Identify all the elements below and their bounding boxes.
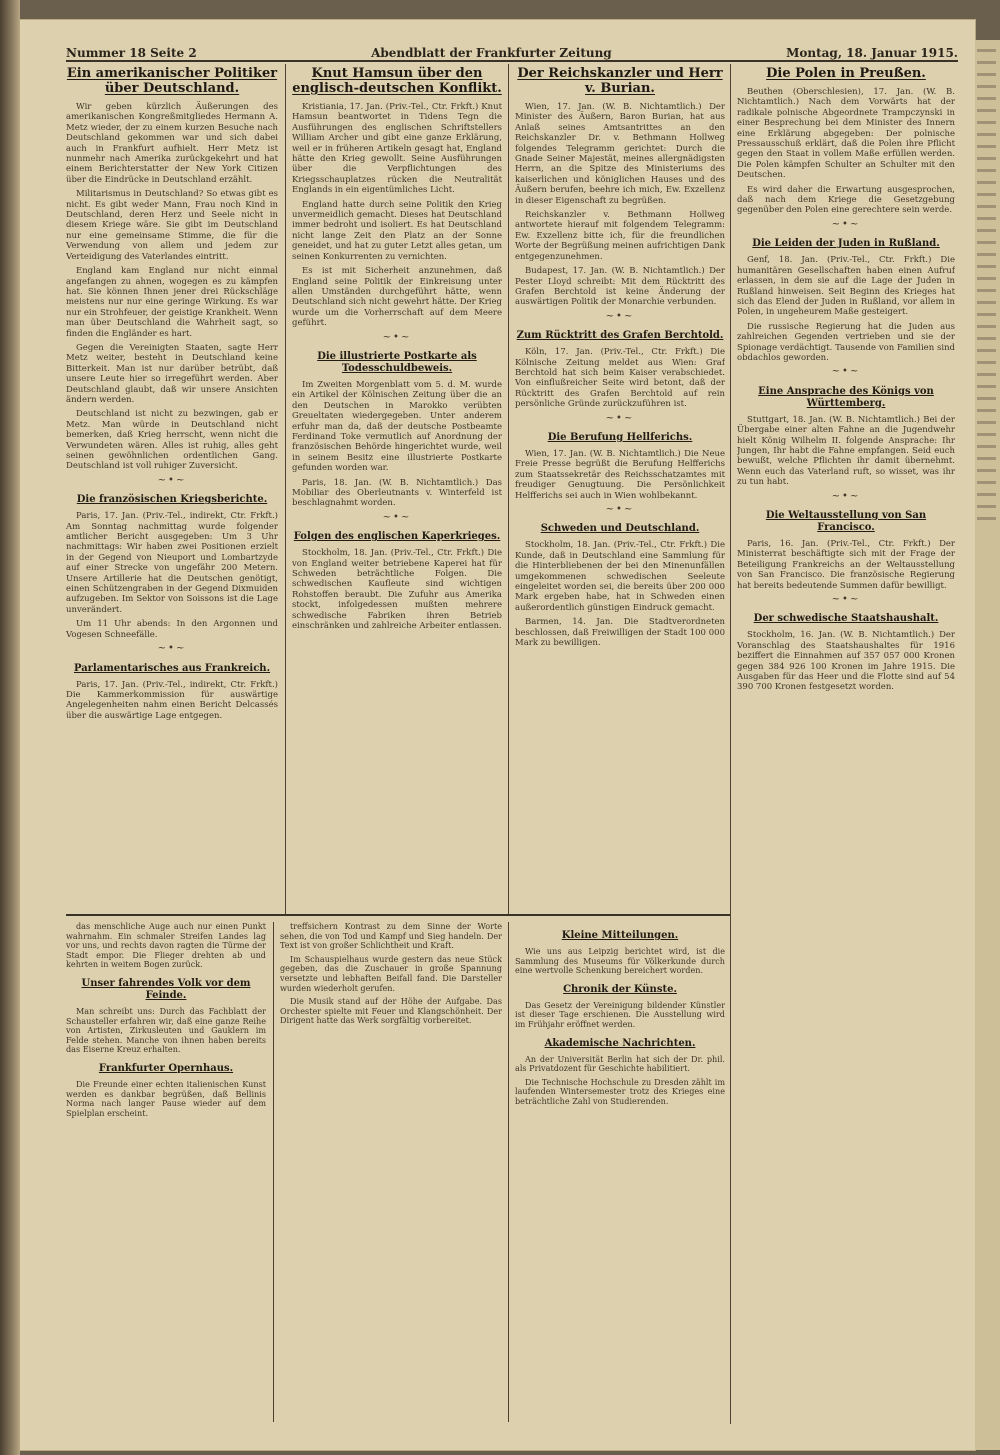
column-rule xyxy=(508,64,509,914)
article-paragraph: Genf, 18. Jan. (Priv.-Tel., Ctr. Frkft.) Die humanitären Gesellschaften haben einen Aufruf erlassen, in dem sie auf die Lage der Juden in Rußland hinweisen. Seit Beginn des Krieges hat sich das Elend der Juden in Rußland, vor allem in Polen, in ungeheurem Maße gesteigert. xyxy=(737,255,955,318)
article-paragraph: Gegen die Vereinigten Staaten, sagte Herr Metz weiter, besteht in Deutschland keine Bitterkeit. Man ist nur darüber betrübt, daß unsere Leute hier so irregeführt werden. Aber Deutschland glaubt, daß wir unsere Ansichten ändern werden. xyxy=(66,342,278,405)
article-paragraph: Wien, 17. Jan. (W. B. Nichtamtlich.) Der Minister des Äußern, Baron Burian, hat aus Anlaß seines Amtsantrittes an den Reichskanzler Dr. v. Bethmann Hollweg folgendes Telegramm gerichtet: Durch die Gnade Seiner Majestät, meines allergnädigsten Herrn, an die Spitze des Ministeriums des kaiserlichen und königlichen Hauses und des Äußern berufen, beehre ich mich, Ew. Exzellenz in dieser Eigenschaft zu begrüßen. xyxy=(515,102,725,206)
ornament-divider: ~•~ xyxy=(605,412,635,424)
article-paragraph: Köln, 17. Jan. (Priv.-Tel., Ctr. Frkft.) Die Kölnische Zeitung meldet aus Wien: Graf Berchtold hat sich beim Kaiser verabschiedet. Von einflußreicher Seite wird betont, daß der Rücktritt des Grafen Berchtold auf rein persönliche Gründe zurückzuführen ist. xyxy=(515,347,725,410)
article-paragraph: Paris, 18. Jan. (W. B. Nichtamtlich.) Das Mobiliar des Oberleutnants v. Winterfeld ist beschlagnahmt worden. xyxy=(292,477,502,509)
article-paragraph: Die russische Regierung hat die Juden aus zahlreichen Gegenden vertrieben und sie der Spionage verdächtigt. Tausende von Familien sind obdachlos geworden. xyxy=(737,321,955,363)
article-paragraph: Stuttgart, 18. Jan. (W. B. Nichtamtlich.) Bei der Übergabe einer alten Fahne an die Jugendwehr hielt König Wilhelm II. folgende Ansprache: Ihr Jungen, Ihr habt die Fahne empfangen. Seid euch bewußt, welche Pflichten ihr damit übernehmt. Wenn euch das Vaterland ruft, so wisset, was ihr zu tun habt. xyxy=(737,414,955,488)
adjacent-page-edge xyxy=(975,40,1000,1450)
column-3 xyxy=(515,64,725,914)
article-paragraph: Um 11 Uhr abends: In den Argonnen und Vogesen Schneefälle. xyxy=(66,619,278,640)
ornament-divider: ~•~ xyxy=(831,366,861,378)
article-paragraph: Budapest, 17. Jan. (W. B. Nichtamtlich.) Der Pester Lloyd schreibt: Mit dem Rücktritt des Grafen Berchtold ist keine Änderung der auswärtigen Politik der Monarchie verbunden. xyxy=(515,266,725,308)
article-headline: Die französischen Kriegsberichte. xyxy=(76,494,268,506)
ornament-divider: ~•~ xyxy=(831,490,861,502)
feuilleton-column-3 xyxy=(515,922,725,1422)
feuilleton-heading: Unser fahrendes Volk vor dem Feinde. xyxy=(81,977,251,1001)
ornament-divider: ~•~ xyxy=(605,504,635,515)
article-headline: Eine Ansprache des Königs von Württemberg. xyxy=(758,385,934,409)
article-paragraph: Es wird daher die Erwartung ausgesprochen, daß nach dem Kriege die Gesetzgebung gegenüber den Polen eine gerechtere sein werde. xyxy=(737,184,955,216)
feuilleton-paragraph: das menschliche Auge auch nur einen Punkt wahrnahm. Ein schmaler Streifen Landes lag vor uns, und rechts davon ragten die Türme der Stadt empor. Die Flieger drehten ab und kehrten in weitem Bogen zurück. xyxy=(66,922,266,970)
feuilleton-paragraph: Die Freunde einer echten italienischen Kunst werden es dankbar begrüßen, daß Bellinis Norma nach langer Pause wieder auf dem Spielplan erscheint. xyxy=(66,1078,266,1118)
column-rule xyxy=(273,922,274,1422)
date: Montag, 18. Januar 1915. xyxy=(786,46,958,60)
article-headline: Folgen des englischen Kaperkrieges. xyxy=(293,531,501,543)
ornament-divider: ~•~ xyxy=(831,218,861,230)
article-paragraph: Deutschland ist nicht zu bezwingen, gab er Metz. Man würde in Deutschland nicht bemerken, daß Krieg herrscht, wenn nicht die Verwundeten wären. Alles ist ruhig, alles geht seinen gewöhnlichen ordentlichen Gang. Deutschland ist voll ruhiger Zuversicht. xyxy=(66,409,278,472)
ornament-divider: ~•~ xyxy=(382,511,412,523)
ornament-divider: ~•~ xyxy=(382,331,412,343)
column-rule xyxy=(508,922,509,1422)
newspaper-title: Abendblatt der Frankfurter Zeitung xyxy=(371,46,612,60)
ornament-divider: ~•~ xyxy=(157,474,187,486)
article-headline: Schweden und Deutschland. xyxy=(540,523,700,535)
article-headline: Die illustrierte Postkarte als Todesschuldbeweis. xyxy=(317,350,477,374)
column-rule xyxy=(285,64,286,914)
article-headline: Die Weltausstellung von San Francisco. xyxy=(765,510,927,533)
article-paragraph: Reichskanzler v. Bethmann Hollweg antwortete hierauf mit folgendem Telegramm: Ew. Exzellenz bitte ich, für die freundlichen Worte der Begrüßung meinen aufrichtigen Dank entgegenzunehmen. xyxy=(515,210,725,262)
feuilleton-heading: Kleine Mitteilungen. xyxy=(561,930,679,941)
feuilleton-paragraph: Man schreibt uns: Durch das Fachblatt der Schausteller erfahren wir, daß eine ganze Reihe von Artisten, Zirkusleuten und Gauklern im Felde stehen. Manche von ihnen haben bereits das Eiserne Kreuz erhalten. xyxy=(66,1005,266,1055)
feuilleton-paragraph: Im Schauspielhaus wurde gestern das neue Stück gegeben, das die Zuschauer in große Spannung versetzte und lebhaften Beifall fand. Die Darsteller wurden wiederholt gerufen. xyxy=(280,953,502,993)
feuilleton-column-1 xyxy=(66,922,266,1422)
feuilleton-paragraph: treffsichern Kontrast zu dem Sinne der Worte sehen, die von Tod und Kampf und Sieg handeln. Der Text ist von großer Schlichtheit und Kraft. xyxy=(280,922,502,951)
article-headline: Parlamentarisches aus Frankreich. xyxy=(73,662,271,674)
article-paragraph: Im Zweiten Morgenblatt vom 5. d. M. wurde ein Artikel der Kölnischen Zeitung über die an den Deutschen in Marokko verübten Greueltaten wiedergegeben. Unter anderem erfuhr man da, daß der deutsche Postbeamte Ferdinand Toke vermutlich auf Anordnung der französischen Behörde hingerichtet wurde, weil in seinem Besitz eine illustrierte Postkarte gefunden worden war. xyxy=(292,379,502,474)
ornament-divider: ~•~ xyxy=(157,643,187,655)
article-paragraph: Wir geben kürzlich Äußerungen des amerikanischen Kongreßmitgliedes Hermann A. Metz wieder, der zu einem kurzen Besuche nach Deutschland gekommen war und sich dabei auch in Frankfurt aufhielt. Herr Metz ist nunmehr nach Amerika zurückgekehrt und hat einem Berichterstatter der New York Citizen über die Eindrücke in Deutschland erzählt. xyxy=(66,102,278,185)
article-headline: Die Leiden der Juden in Rußland. xyxy=(752,238,940,250)
feuilleton-heading: Chronik der Künste. xyxy=(563,983,677,995)
article-headline: Knut Hamsun über den englisch-deutschen Konflikt. xyxy=(292,66,502,96)
article-paragraph: Kristiania, 17. Jan. (Priv.-Tel., Ctr. Frkft.) Knut Hamsun beantwortet in Tidens Tegn die Ausführungen des englischen Schriftstellers William Archer und gibt eine ganze Erklärung, weil er in früheren Artikeln gesagt hat, England hätte den Krieg gewollt. Seine Ausführungen über die Verpflichtungen des Kriegsschauplatzes rücken die Neutralität Englands in ein eigentümliches Licht. xyxy=(292,102,502,196)
article-paragraph: Barmen, 14. Jan. Die Stadtverordneten beschlossen, daß Freiwilligen der Stadt 100 000 Mark zu bewilligen. xyxy=(515,617,725,649)
masthead xyxy=(66,40,958,62)
article-headline: Zum Rücktritt des Grafen Berchtold. xyxy=(516,330,724,342)
issue-and-page: Nummer 18 Seite 2 xyxy=(66,46,197,60)
article-paragraph: Stockholm, 18. Jan. (Priv.-Tel., Ctr. Frkft.) Die von England weiter betriebene Kaperei hat für Schweden beträchtliche Folgen. Die schwedischen Kaufleute sind wichtigen Rohstoffen beraubt. Die Zufuhr aus Amerika stockt, infolgedessen mußten mehrere schwedische Fabriken ihren Betrieb einschränken und zahlreiche Arbeiter entlassen. xyxy=(292,548,502,632)
article-headline: Die Polen in Preußen. xyxy=(766,66,926,81)
article-paragraph: Beuthen (Oberschlesien), 17. Jan. (W. B. Nichtamtlich.) Nach dem Vorwärts hat der radikale polnische Abgeordnete Trampczynski in einer Besprechung bei dem Minister des Innern eine Erklärung abgegeben: Der polnische Pressausschuß erklärt, daß die Polen ihre Pflicht gegen den Staat in vollem Maße erfüllen werden. Die Polen kämpfen Schulter an Schulter mit den Deutschen. xyxy=(737,87,955,181)
ornament-divider: ~•~ xyxy=(831,594,861,606)
ornament-divider: ~•~ xyxy=(605,310,635,322)
column-2 xyxy=(292,64,502,914)
article-paragraph: Paris, 17. Jan. (Priv.-Tel., indirekt, Ctr. Frkft.) Am Sonntag nachmittag wurde folgender amtlicher Bericht ausgegeben: Um 3 Uhr nachmittags: Wir haben zwei Positionen erzielt in der Gegend von Nieuport und Lombartzyde auf einer Strecke von ungefähr 200 Metern. Unsere Artillerie hat die Deutschen genötigt, einen Schützengraben in der Gegend Dixmuiden aufzugeben. Im Sektor von Soissons ist die Lage unverändert. xyxy=(66,511,278,615)
feuilleton-paragraph: Wie uns aus Leipzig berichtet wird, ist die Sammlung des Museums für Völkerkunde durch eine wertvolle Schenkung bereichert worden. xyxy=(515,946,725,976)
feuilleton-paragraph: Die Musik stand auf der Höhe der Aufgabe. Das Orchester spielte mit Feuer und Klangschönheit. Der Dirigent hatte das Werk sorgfältig vorbereitet. xyxy=(280,996,502,1026)
column-1 xyxy=(66,64,278,914)
column-rule xyxy=(730,64,731,1424)
article-headline: Die Berufung Hellferichs. xyxy=(547,431,693,443)
column-4 xyxy=(737,64,955,1424)
article-paragraph: Paris, 16. Jan. (Priv.-Tel., Ctr. Frkft.) Der Ministerrat beschäftigte sich mit der Frage der Beteiligung Frankreichs an der Weltausstellung von San Francisco. Die französische Regierung hat bereits bedeutende Summen dafür bewilligt. xyxy=(737,539,955,591)
feuilleton-column-2 xyxy=(280,922,502,1422)
article-paragraph: Stockholm, 18. Jan. (Priv.-Tel., Ctr. Frkft.) Die Kunde, daß in Deutschland eine Sammlung für die Hinterbliebenen der bei den Minenunfällen umgekommenen schwedischen Seeleute eingeleitet worden sei, die bereits über 200 000 Mark ergeben habe, hat in Schweden einen außerordentlich günstigen Eindruck gemacht. xyxy=(515,540,725,613)
article-headline: Der schwedische Staatshaushalt. xyxy=(753,613,939,625)
feuilleton-paragraph: Die Technische Hochschule zu Dresden zählt im laufenden Wintersemester trotz des Krieges eine beträchtliche Zahl von Studierenden. xyxy=(515,1076,725,1106)
article-paragraph: Wien, 17. Jan. (W. B. Nichtamtlich.) Die Neue Freie Presse begrüßt die Berufung Helfferichs zum Staatssekretär des Reichsschatzamtes mit freudiger Genugtuung. Die Persönlichkeit Helfferichs sei auch in Wien wohlbekannt. xyxy=(515,448,725,501)
article-paragraph: Es ist mit Sicherheit anzunehmen, daß England seine Politik der Einkreisung unter allen Umständen durchgeführt hätte, wenn Deutschland sich nicht gewehrt hätte. Der Krieg wurde um die Vorherrschaft auf dem Meere geführt. xyxy=(292,266,502,329)
article-headline: Ein amerikanischer Politiker über Deutschland. xyxy=(66,66,278,96)
book-binding xyxy=(0,0,20,1455)
feuilleton-paragraph: Das Gesetz der Vereinigung bildender Künstler ist dieser Tage erschienen. Die Ausstellung wird im Frühjahr eröffnet werden. xyxy=(515,999,725,1029)
article-headline: Der Reichskanzler und Herr v. Burian. xyxy=(517,66,723,96)
article-paragraph: England kam England nur nicht einmal angefangen zu ahnen, wogegen es zu kämpfen hat. Sie können Ihnen jener drei Rückschläge meistens nur nur eine geringe Wirkung. Es war nur ein Strohfeuer, der geistige Krankheit. Wenn man über Deutschland die Wahrheit sagt, so finden die Engländer es hart. xyxy=(66,266,278,339)
article-paragraph: England hatte durch seine Politik den Krieg unvermeidlich gemacht. Dieses hat Deutschland immer bedroht und isoliert. Es hat Deutschland nicht lange Zeit den Platz an der Sonne geneidet, und hat zu guter Letzt alles getan, um seinen Konkurrenten zu vernichten. xyxy=(292,199,502,262)
article-paragraph: Stockholm, 16. Jan. (W. B. Nichtamtlich.) Der Voranschlag des Staatshaushaltes für 1916 beziffert die Einnahmen auf 357 057 000 Kronen gegen 384 926 100 Kronen im Jahre 1915. Die Ausgaben für das Heer und die Flotte sind auf 54 390 700 Kronen festgesetzt worden. xyxy=(737,630,955,693)
article-paragraph: Paris, 17. Jan. (Priv.-Tel., indirekt, Ctr. Frkft.) Die Kammerkommission für auswärtige Angelegenheiten nahm einen Bericht Delcassés über die auswärtige Lage entgegen. xyxy=(66,679,278,721)
feuilleton-heading: Frankfurter Opernhaus. xyxy=(98,1062,234,1074)
feuilleton-divider xyxy=(66,914,730,916)
feuilleton-paragraph: An der Universität Berlin hat sich der Dr. phil. als Privatdozent für Geschichte habilitiert. xyxy=(515,1053,725,1074)
feuilleton-heading: Akademische Nachrichten. xyxy=(544,1037,696,1049)
article-paragraph: Militarismus in Deutschland? So etwas gibt es nicht. Es gibt weder Mann, Frau noch Kind in Deutschland, deren Herz und Seele nicht in diesem Kriege wäre. Sie gibt im Deutschland nur eine gemeinsame Stimme, die für die Verwendung von allem und jedem zur Verteidigung des Vaterlandes eintritt. xyxy=(66,189,278,262)
